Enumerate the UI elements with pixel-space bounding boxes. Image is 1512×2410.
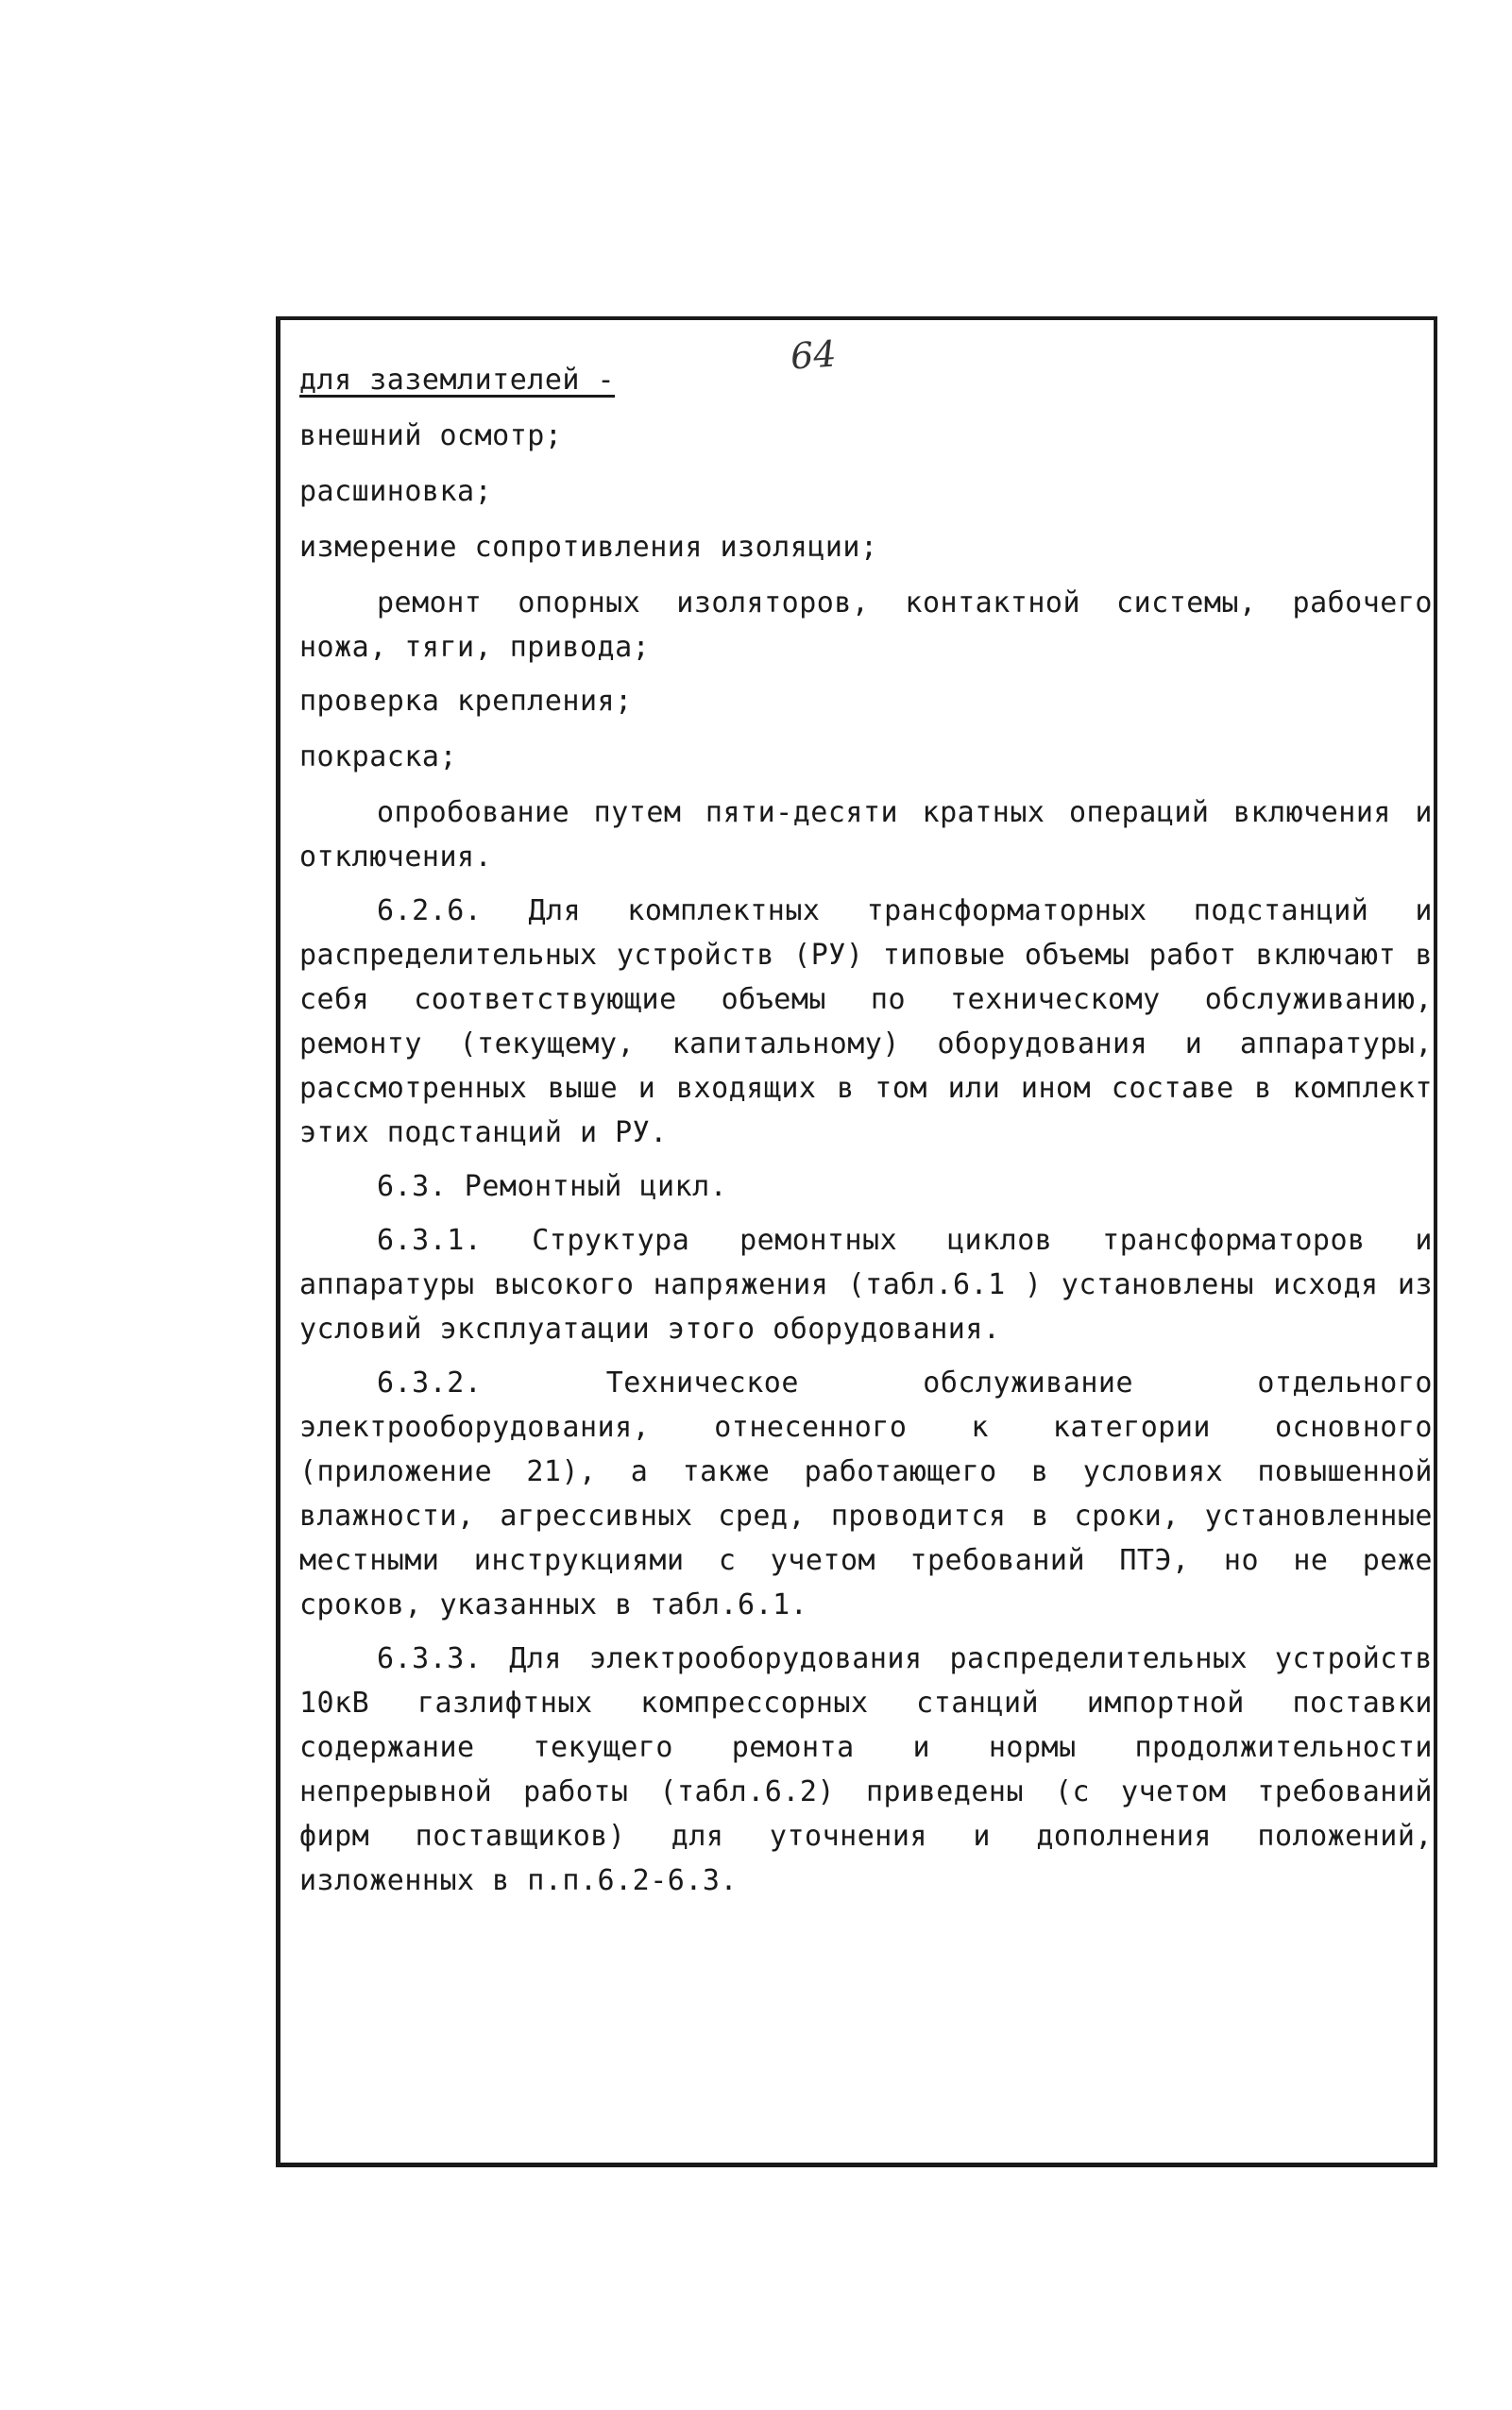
- list-item-insulation: измерение сопротивления изоляции;: [299, 531, 878, 564]
- list-item-fastening: проверка крепления;: [299, 685, 633, 718]
- list-item-testing: опробование путем пяти-десяти кратных операций включения и отключения.: [299, 796, 1433, 874]
- list-item-painting: покраска;: [299, 740, 458, 773]
- paragraph-6-3-1: 6.3.1. Структура ремонтных циклов трансформаторов и аппаратуры высокого напряжения (табл.6.1 ) установлены исходя из условий эксплуатации этого оборудования.: [299, 1224, 1433, 1346]
- section-heading: [299, 358, 1433, 402]
- heading-text: для заземлителей -: [299, 364, 616, 397]
- page-frame: [276, 316, 1437, 2167]
- page-number: 64: [789, 332, 838, 378]
- paragraph-6-3-3: 6.3.3. Для электрооборудования распределительных устройств 10кВ газлифтных компрессорных станций импортной поставки содержание текущего ремонта и нормы продолжительности непрерывной работы (табл.6.2) приведены (с учетом требований фирм поставщиков) для уточнения и дополнения положений, изложенных в п.п.6.2-6.3.: [299, 1642, 1433, 1897]
- list-item-busbar: расшиновка;: [299, 475, 493, 508]
- paragraph-6-2-6: 6.2.6. Для комплектных трансформаторных подстанций и распределительных устройств (РУ) типовые объемы работ включают в себя соответствующие объемы по техническому обслуживанию, ремонту (текущему, капитальному) оборудования и аппаратуры, рассмотренных выше и входящих в том или ином составе в комплект этих подстанций и РУ.: [299, 894, 1433, 1149]
- paragraph-6-3-2: 6.3.2. Техническое обслуживание отдельного электрооборудования, отнесенного к категории основного (приложение 21), а также работающего в условиях повышенной влажности, агрессивных сред, проводится в сроки, установленные местными инструкциями с учетом требований ПТЭ, но не реже сроков, указанных в табл.6.1.: [299, 1366, 1433, 1621]
- list-item-repair: ремонт опорных изоляторов, контактной системы, рабочего ножа, тяги, привода;: [299, 586, 1433, 664]
- document-body: [299, 358, 1433, 1912]
- paragraph-6-3: 6.3. Ремонтный цикл.: [377, 1170, 728, 1203]
- list-item-inspection: внешний осмотр;: [299, 419, 563, 452]
